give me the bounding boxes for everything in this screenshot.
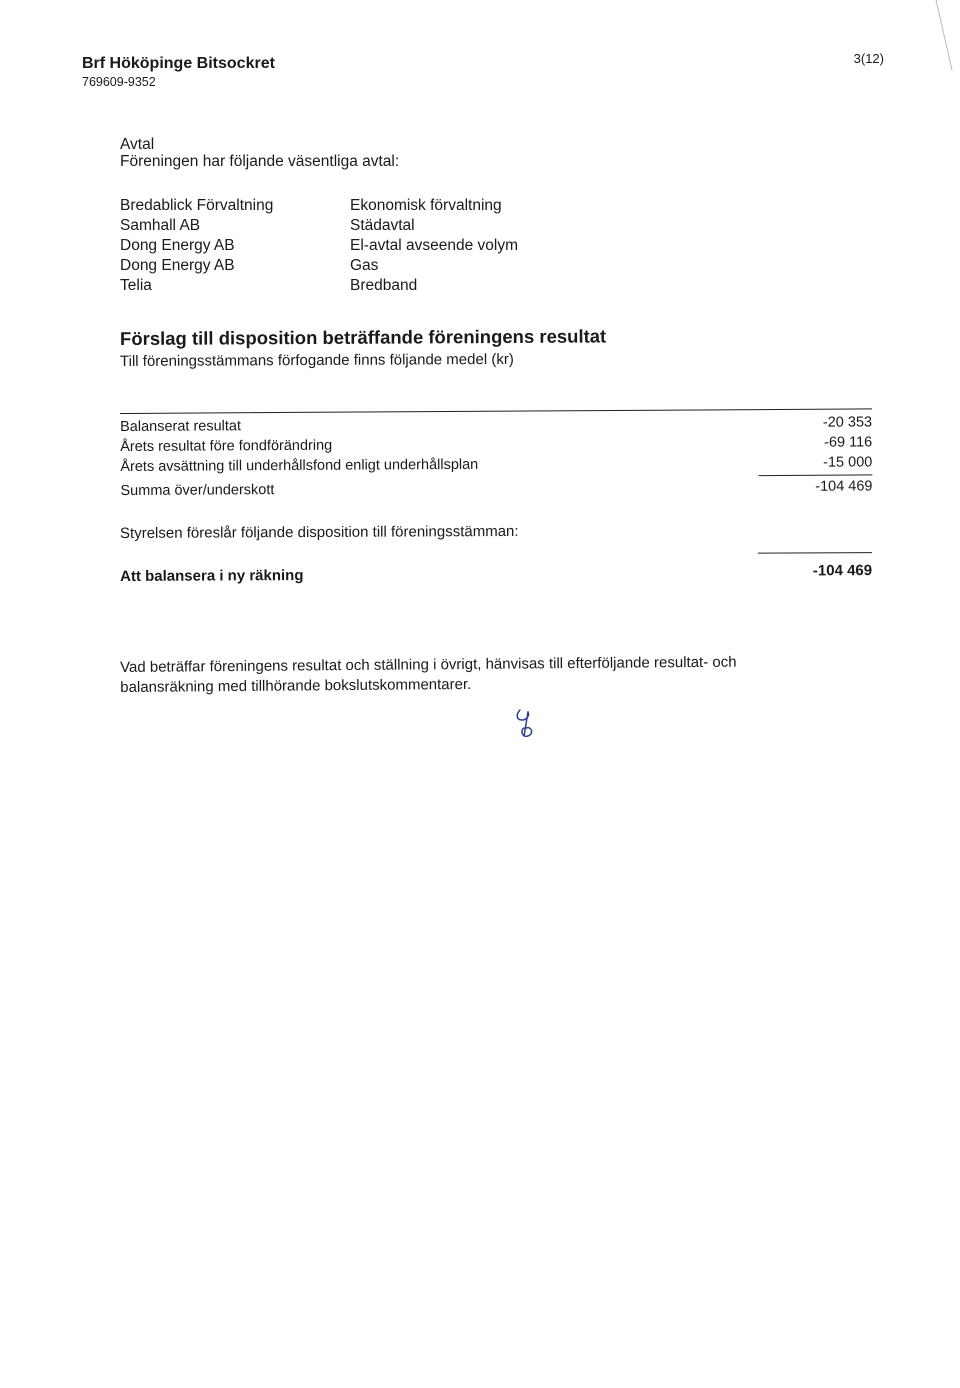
agreement-party: Samhall AB <box>120 217 201 234</box>
agreement-party: Dong Energy AB <box>120 257 235 274</box>
proposal-title: Förslag till disposition beträffande föreningens resultat <box>119 325 607 349</box>
agreement-row <box>120 216 518 236</box>
agreement-row <box>120 236 518 256</box>
agreements-intro: Föreningen har följande väsentliga avtal: <box>120 153 400 170</box>
agreement-subject: Ekonomisk förvaltning <box>350 197 502 214</box>
final-disposition <box>120 552 873 585</box>
agreements-list <box>120 196 518 296</box>
agreement-party: Telia <box>120 277 152 294</box>
agreement-party: Bredablick Förvaltning <box>120 197 274 214</box>
agreement-subject: Städavtal <box>350 217 415 234</box>
agreement-row <box>120 196 518 216</box>
final-label: Att balansera i ny räkning <box>120 567 304 585</box>
closing-line: balansräkning med tillhörande bokslutskommentarer. <box>120 675 472 696</box>
row-label: Årets resultat före fondförändring <box>120 437 333 455</box>
closing-line: Vad beträffar föreningens resultat och ställning i övrigt, hänvisas till efterföljande resultat- och <box>120 653 737 676</box>
row-label: Balanserat resultat <box>120 418 242 435</box>
agreement-party: Dong Energy AB <box>120 237 235 254</box>
agreement-row <box>120 256 518 276</box>
total-label: Summa över/underskott <box>120 482 275 499</box>
row-label: Årets avsättning till underhållsfond enligt underhållsplan <box>120 456 479 475</box>
subtotal-rule <box>758 474 872 476</box>
agreement-subject: Bredband <box>350 277 418 294</box>
agreement-row <box>120 276 518 296</box>
handwritten-initials <box>510 706 546 740</box>
organization-number: 769609-9352 <box>82 75 156 89</box>
row-value: -20 353 <box>822 414 873 431</box>
row-value: -69 116 <box>824 434 873 451</box>
scan-mark <box>934 0 954 80</box>
agreement-subject: El-avtal avseende volym <box>350 237 518 254</box>
page-number: 3(12) <box>853 51 884 66</box>
proposal-subtitle: Till föreningsstämmans förfogande finns följande medel (kr) <box>119 350 514 370</box>
organization-name: Brf Hököpinge Bitsockret <box>82 55 275 72</box>
agreement-subject: Gas <box>350 257 379 274</box>
table-top-rule <box>120 408 872 414</box>
total-row <box>120 478 872 503</box>
board-proposal-text: Styrelsen föreslår följande disposition till föreningsstämman: <box>119 522 519 542</box>
agreements-heading: Avtal <box>120 136 155 153</box>
closing-paragraph <box>120 653 737 698</box>
final-rule <box>758 552 872 554</box>
row-value: -15 000 <box>823 454 873 471</box>
funds-table <box>120 408 873 499</box>
total-value: -104 469 <box>815 478 873 495</box>
final-value: -104 469 <box>812 562 873 580</box>
